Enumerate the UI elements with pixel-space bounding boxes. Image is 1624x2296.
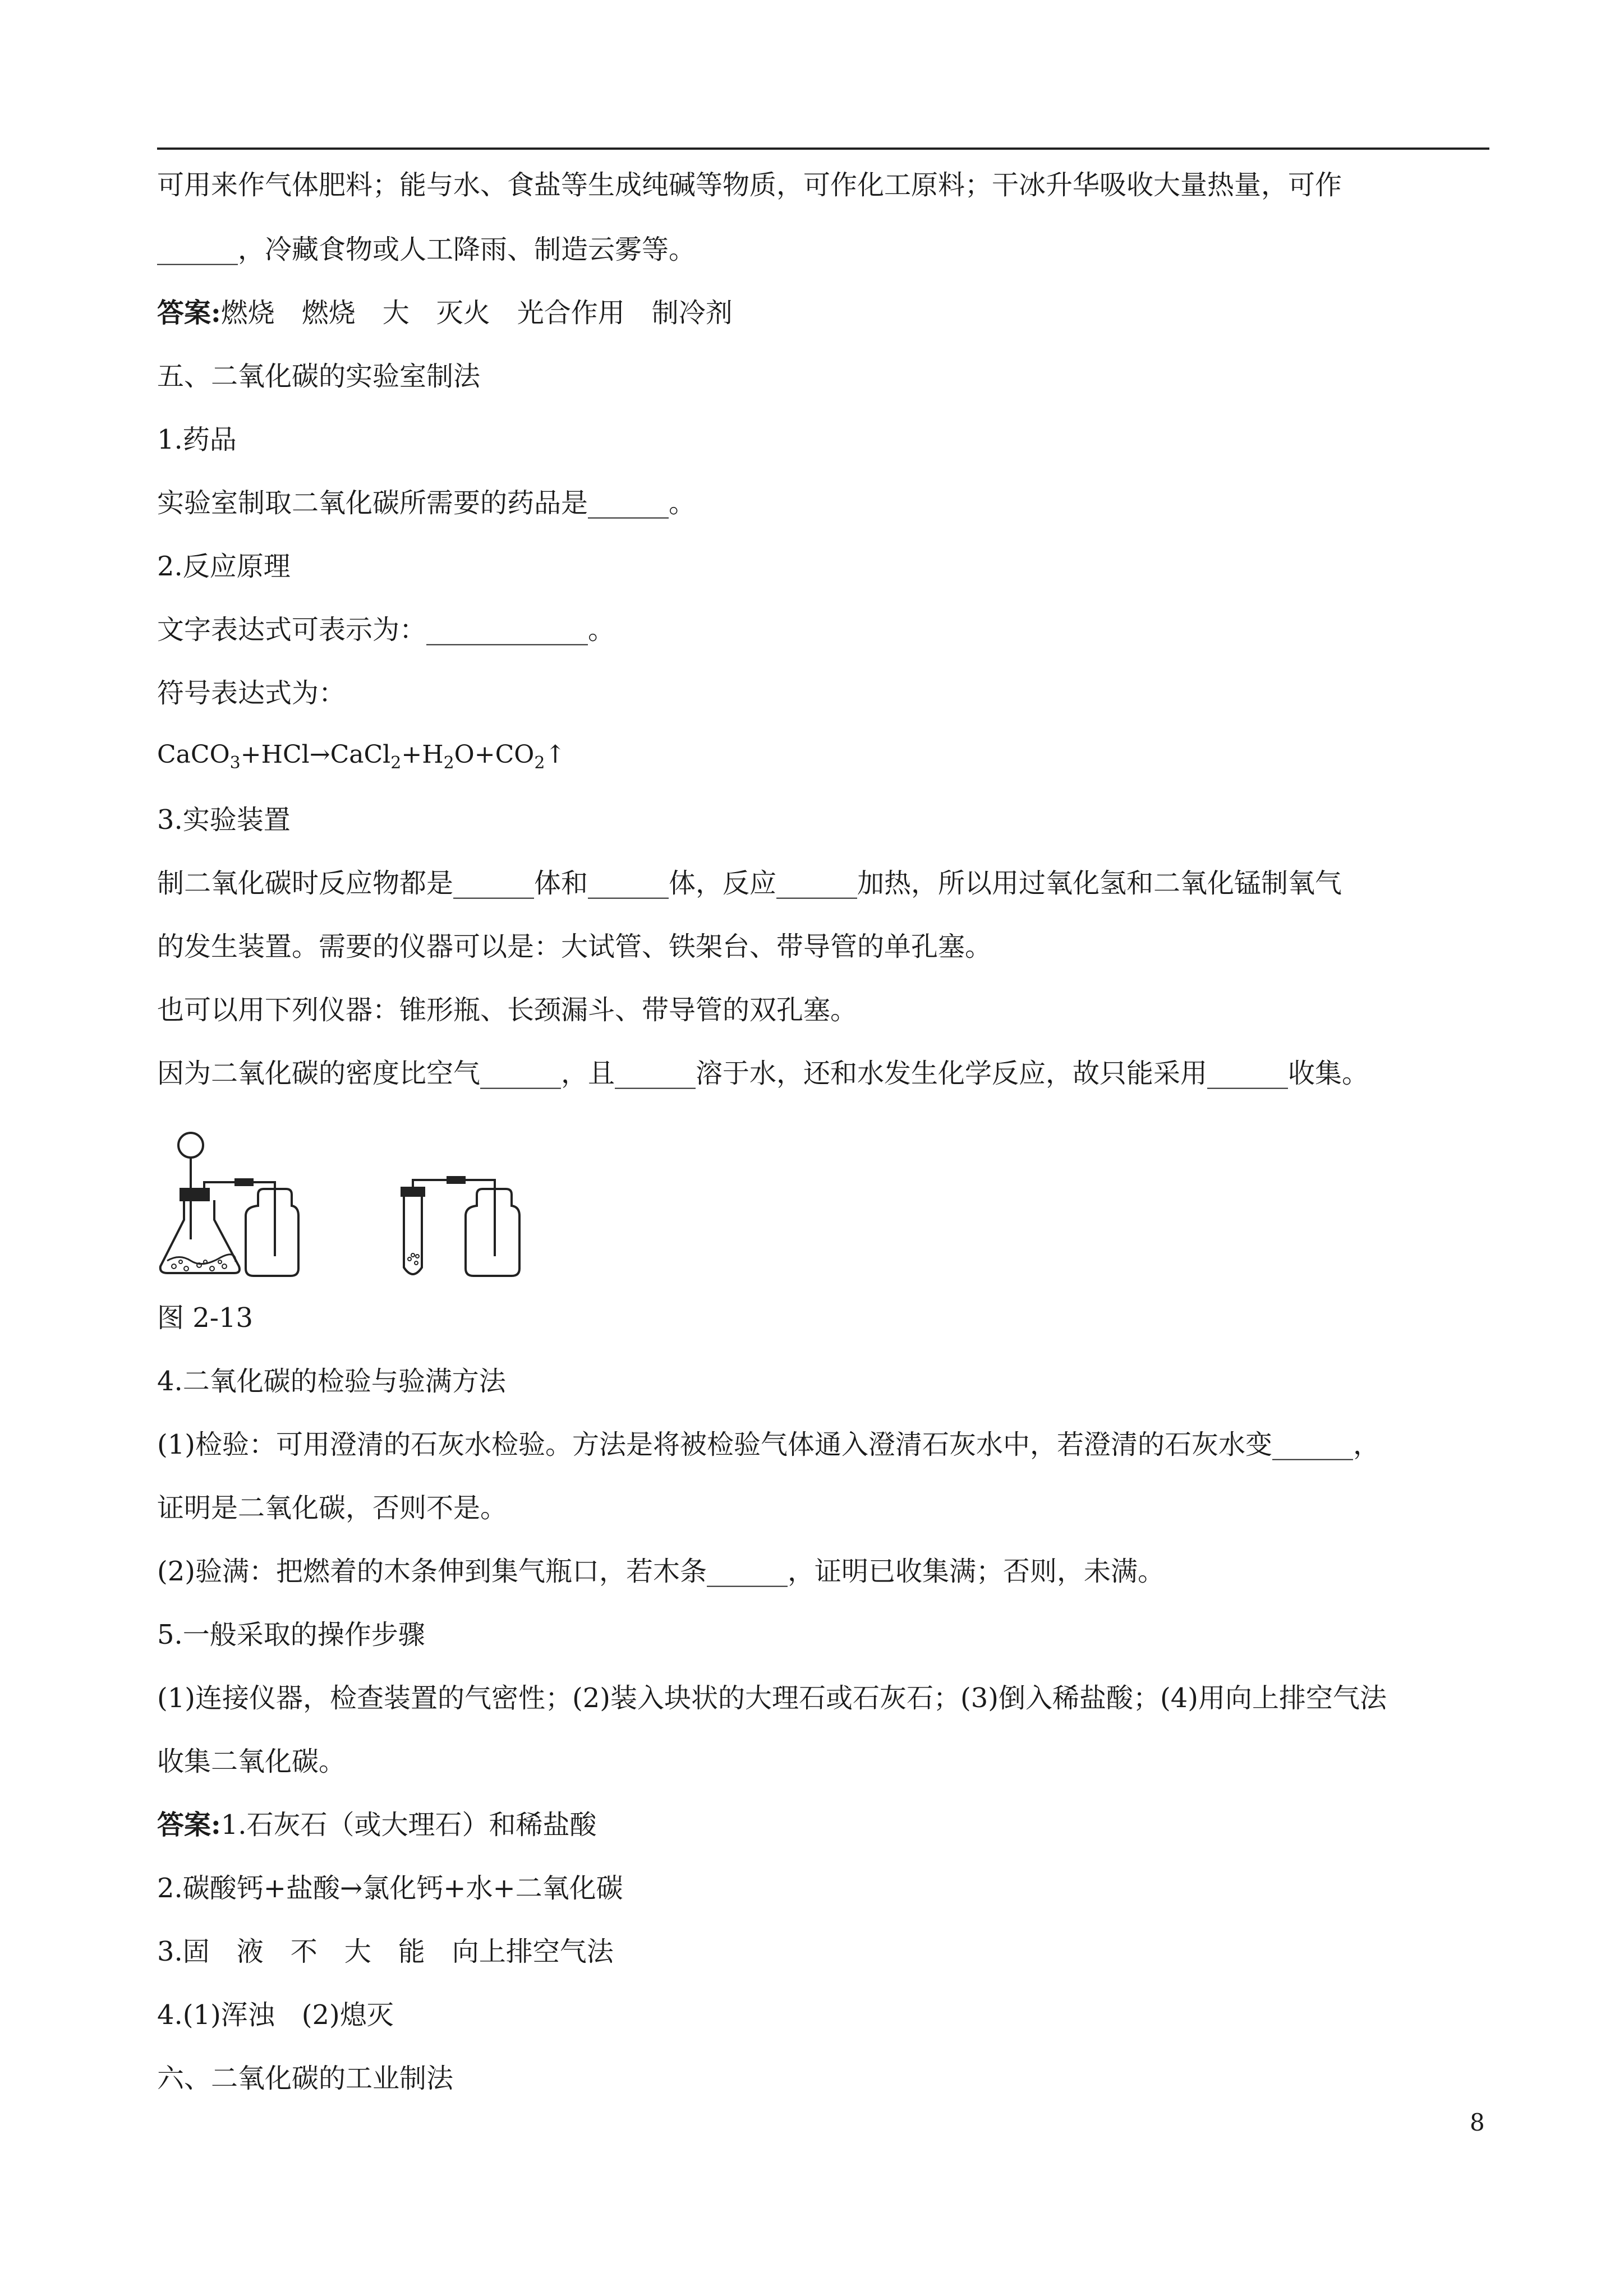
figure-caption: 图 2-13	[157, 1302, 254, 1334]
answer-label: 答案:	[157, 297, 221, 329]
text-line: 因为二氧化碳的密度比空气______，且______溶于水，还和水发生化学反应，故只能采用______收集。	[157, 1058, 1369, 1089]
page-number: 8	[1470, 2109, 1485, 2136]
text-line: 符号表达式为：	[157, 677, 346, 709]
test-tube-apparatus	[402, 1177, 519, 1276]
apparatus-figure	[151, 1122, 555, 1290]
text-line: 的发生装置。需要的仪器可以是：大试管、铁架台、带导管的单孔塞。	[157, 931, 992, 962]
text-line: 证明是二氧化碳，否则不是。	[157, 1492, 508, 1524]
text-line: ______，冷藏食物或人工降雨、制造云雾等。	[157, 234, 696, 265]
text-line: (1)检验：可用澄清的石灰水检验。方法是将被检验气体通入澄清石灰水中，若澄清的石灰水变______，	[157, 1429, 1380, 1460]
subsection-heading: 5.一般采取的操作步骤	[157, 1619, 425, 1650]
text-line: 可用来作气体肥料；能与水、食盐等生成纯碱等物质，可作化工原料；干冰升华吸收大量热量，可作	[157, 169, 1342, 201]
section-heading: 六、二氧化碳的工业制法	[157, 2063, 454, 2094]
subsection-heading: 2.反应原理	[157, 551, 291, 582]
text-line: 4.(1)浑浊 (2)熄灭	[157, 1999, 394, 2031]
text-line: 也可以用下列仪器：锥形瓶、长颈漏斗、带导管的双孔塞。	[157, 994, 858, 1026]
subsection-heading: 4.二氧化碳的检验与验满方法	[157, 1366, 506, 1397]
text-line: 实验室制取二氧化碳所需要的药品是______。	[157, 487, 696, 519]
text-line: 文字表达式可表示为：____________。	[157, 614, 615, 646]
text-line: 3.固 液 不 大 能 向上排空气法	[157, 1936, 614, 1967]
text-line: 2.碳酸钙+盐酸→氯化钙+水+二氧化碳	[157, 1873, 623, 1904]
answer-line	[157, 1808, 1503, 1842]
erlenmeyer-flask-apparatus	[160, 1133, 298, 1276]
text-line: 收集二氧化碳。	[157, 1746, 346, 1777]
answer-line	[157, 296, 1503, 330]
text-line: (2)验满：把燃着的木条伸到集气瓶口，若木条______，证明已收集满；否则，未满。	[157, 1556, 1165, 1587]
subsection-heading: 1.药品	[157, 424, 237, 455]
header-rule	[157, 147, 1489, 150]
subsection-heading: 3.实验装置	[157, 804, 291, 836]
section-heading: 五、二氧化碳的实验室制法	[157, 361, 481, 392]
answer-text: 1.石灰石（或大理石）和稀盐酸	[220, 1809, 597, 1841]
text-line: 制二氧化碳时反应物都是______体和______体，反应______加热，所以用过氧化氢和二氧化锰制氧气	[157, 868, 1342, 899]
answer-text: 燃烧 燃烧 大 灭火 光合作用 制冷剂	[220, 297, 733, 329]
chemical-equation: $CaCO_3+HCl\to CaCl_2+H_2O+CO_2↑$	[157, 740, 566, 773]
text-line: (1)连接仪器，检查装置的气密性；(2)装入块状的大理石或石灰石；(3)倒入稀盐酸；(4)用向上排空气法	[157, 1682, 1387, 1714]
answer-label: 答案:	[157, 1809, 221, 1841]
